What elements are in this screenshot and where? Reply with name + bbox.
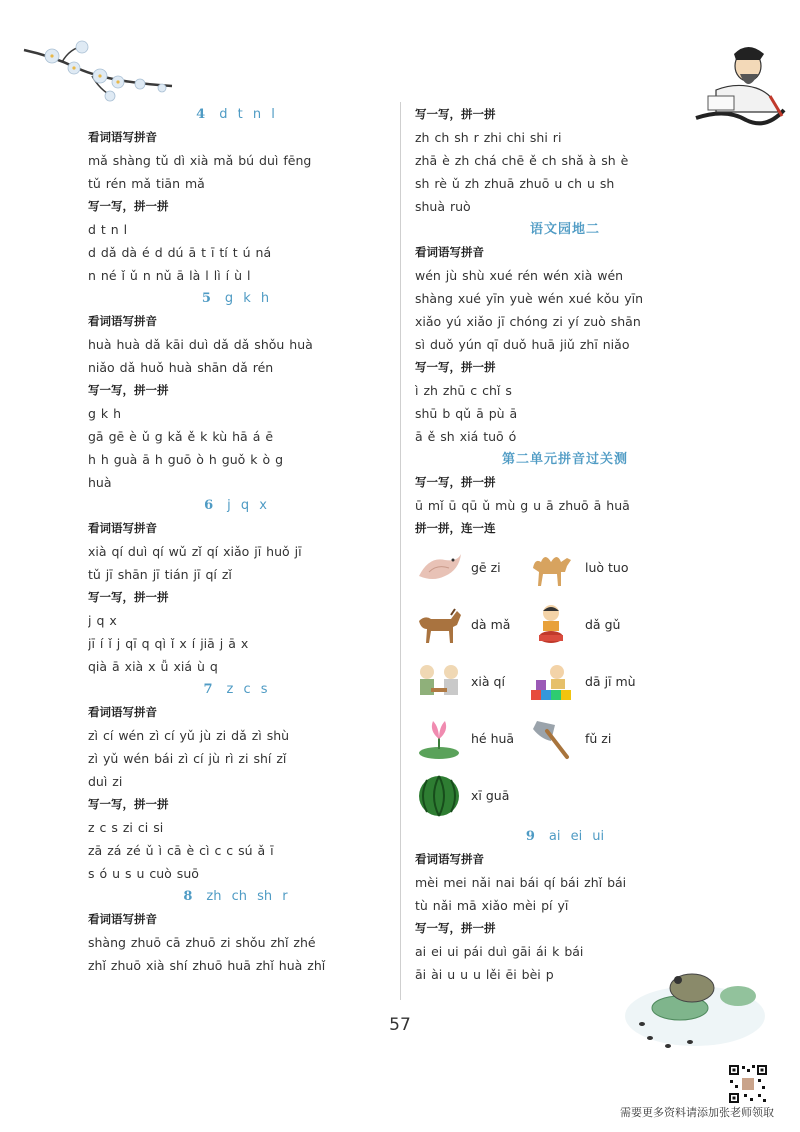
right-column (415, 103, 715, 986)
axe-icon (527, 717, 575, 761)
exercise-label: 写一写，拼一拼 (88, 797, 169, 811)
exercise-label: 看词语写拼音 (415, 245, 484, 259)
picture-match-row (415, 540, 715, 597)
pinyin-line: duì zi (88, 774, 123, 789)
drum-boy-icon (527, 603, 575, 647)
dove-icon (415, 546, 463, 590)
picture-pinyin: gē zi (471, 560, 501, 575)
pinyin-line: ū mǐ ū qū ǔ mù g u ā zhuō ā huā (415, 498, 630, 513)
pinyin-line: g k h (88, 406, 122, 421)
pinyin-line: wén jù shù xué rén wén xià wén (415, 268, 624, 283)
exercise-label: 看词语写拼音 (88, 314, 157, 328)
picture-pinyin: xī guā (471, 788, 510, 803)
picture-match-row (415, 654, 715, 711)
exercise-label: 写一写，拼一拼 (88, 590, 169, 604)
pinyin-line: shàng zhuō cā zhuō zi shǒu zhǐ zhé (88, 935, 316, 950)
section-letters: ai ei ui (548, 829, 605, 844)
pinyin-line: mèi mei nǎi nai bái qí bái zhǐ bái (415, 875, 627, 890)
pinyin-line: xià qí duì qí wǔ zǐ qí xiǎo jī huǒ jī (88, 544, 302, 559)
left-column (88, 103, 383, 977)
exercise-label: 看词语写拼音 (88, 705, 157, 719)
section-letters: zh ch sh r (206, 889, 288, 904)
section-title-text: 第二单元拼音过关测 (501, 452, 628, 467)
picture-pinyin: dā jī mù (585, 674, 636, 689)
watermelon-icon (415, 774, 463, 818)
section-number: 8 (183, 889, 193, 904)
picture-pinyin: fǔ zi (585, 731, 612, 746)
section-letters: z c s (226, 682, 268, 697)
pinyin-line: shū b qǔ ā pù ā (415, 406, 518, 421)
exercise-label: 写一写，拼一拼 (415, 107, 496, 121)
pinyin-line: zhǐ zhuō xià shí zhuō huā zhǐ huà zhǐ (88, 958, 326, 973)
building-blocks-icon (527, 660, 575, 704)
picture-match-row (415, 597, 715, 654)
exercise-label: 看词语写拼音 (88, 912, 157, 926)
pinyin-line: qià ā xià x ǚ xiá ù q (88, 659, 218, 674)
section-heading (88, 103, 383, 126)
pinyin-line: sh rè ǔ zh zhuā zhuō u ch u sh (415, 176, 615, 191)
chess-players-icon (415, 660, 463, 704)
pinyin-line: tǔ rén mǎ tiān mǎ (88, 176, 205, 191)
camel-icon (527, 546, 575, 590)
section-heading (88, 885, 383, 908)
pinyin-line: gā gē è ǔ g kǎ ě k kù hā á ē (88, 429, 274, 444)
pinyin-line: ì zh zhū c chǐ s (415, 383, 512, 398)
pinyin-line: mǎ shàng tǔ dì xià mǎ bú duì fēng (88, 153, 312, 168)
section-title (415, 448, 715, 471)
pinyin-line: d t n l (88, 222, 128, 237)
lotus-icon (415, 717, 463, 761)
section-number: 7 (203, 682, 213, 697)
exercise-label: 写一写，拼一拼 (88, 383, 169, 397)
pinyin-line: ai ei ui pái duì gāi ái k bái (415, 944, 584, 959)
horse-icon (415, 603, 463, 647)
exercise-label: 写一写，拼一拼 (415, 360, 496, 374)
picture-match-row (415, 711, 715, 768)
picture-pinyin: hé huā (471, 731, 515, 746)
plum-blossom-branch-icon (22, 38, 182, 108)
picture-pinyin: dǎ gǔ (585, 617, 621, 632)
exercise-label: 看词语写拼音 (88, 521, 157, 535)
pinyin-line: zì cí wén zì cí yǔ jù zi dǎ zì shù (88, 728, 290, 743)
pinyin-line: huà (88, 475, 112, 490)
section-number: 5 (201, 291, 211, 306)
pinyin-line: d dǎ dà é d dú ā t ī tí t ú ná (88, 245, 272, 260)
qr-code-icon (728, 1064, 768, 1104)
section-letters: j q x (227, 498, 267, 513)
pinyin-line: tǔ jī shān jī tián jī qí zǐ (88, 567, 232, 582)
pinyin-line: zā zá zé ǔ ì cā è cì c c sú ǎ ī (88, 843, 274, 858)
pinyin-line: xiǎo yú xiǎo jī chóng zi yí zuò shān (415, 314, 641, 329)
picture-pinyin: dà mǎ (471, 617, 511, 632)
pinyin-line: jī í ǐ j qī q qì ǐ x í jiā j ā x (88, 636, 249, 651)
exercise-label: 拼一拼，连一连 (415, 521, 496, 535)
pinyin-line: zhā è zh chá chē ě ch shǎ à sh è (415, 153, 629, 168)
pinyin-line: shàng xué yīn yuè wén xué kǒu yīn (415, 291, 644, 306)
section-number: 6 (204, 498, 214, 513)
pinyin-line: s ó u s u cuò suō (88, 866, 199, 881)
pinyin-line: h h guà ā h guō ò h guǒ k ò g (88, 452, 284, 467)
section-heading (88, 494, 383, 517)
picture-pinyin: xià qí (471, 674, 505, 689)
column-divider (400, 102, 401, 1000)
pinyin-line: sì duǒ yún qī duǒ huā jiǔ zhī niǎo (415, 337, 630, 352)
picture-pinyin: luò tuo (585, 560, 629, 575)
exercise-label: 写一写，拼一拼 (415, 475, 496, 489)
exercise-label: 写一写，拼一拼 (88, 199, 169, 213)
section-title (415, 218, 715, 241)
section-letters: d t n l (219, 107, 275, 122)
pinyin-line: zì yǔ wén bái zì cí jù rì zi shí zǐ (88, 751, 287, 766)
pinyin-line: huà huà dǎ kāi duì dǎ dǎ shǒu huà (88, 337, 313, 352)
pinyin-line: j q x (88, 613, 117, 628)
pinyin-line: shuà ruò (415, 199, 471, 214)
page-number: 57 (389, 1015, 411, 1035)
pinyin-line: āi ài u u u lěi ēi bèi p (415, 967, 554, 982)
pinyin-line: ā ě sh xiá tuō ó (415, 429, 517, 444)
pinyin-line: zh ch sh r zhi chi shi ri (415, 130, 562, 145)
exercise-label: 看词语写拼音 (88, 130, 157, 144)
section-number: 4 (196, 107, 206, 122)
section-letters: g k h (224, 291, 270, 306)
section-heading (88, 287, 383, 310)
footer-note: 需要更多资料请添加张老师领取 (620, 1106, 774, 1119)
pinyin-line: n né ǐ ǔ n nǔ ā là l lì í ù l (88, 268, 251, 283)
section-number: 9 (525, 829, 535, 844)
exercise-label: 写一写，拼一拼 (415, 921, 496, 935)
section-heading (415, 825, 715, 848)
section-heading (88, 678, 383, 701)
pinyin-line: niǎo dǎ huǒ huà shān dǎ rén (88, 360, 274, 375)
section-title-text: 语文园地二 (529, 222, 600, 237)
pinyin-line: z c s zi ci si (88, 820, 164, 835)
picture-match-row (415, 768, 715, 825)
exercise-label: 看词语写拼音 (415, 852, 484, 866)
pinyin-line: tù nǎi mā xiǎo mèi pí yī (415, 898, 569, 913)
